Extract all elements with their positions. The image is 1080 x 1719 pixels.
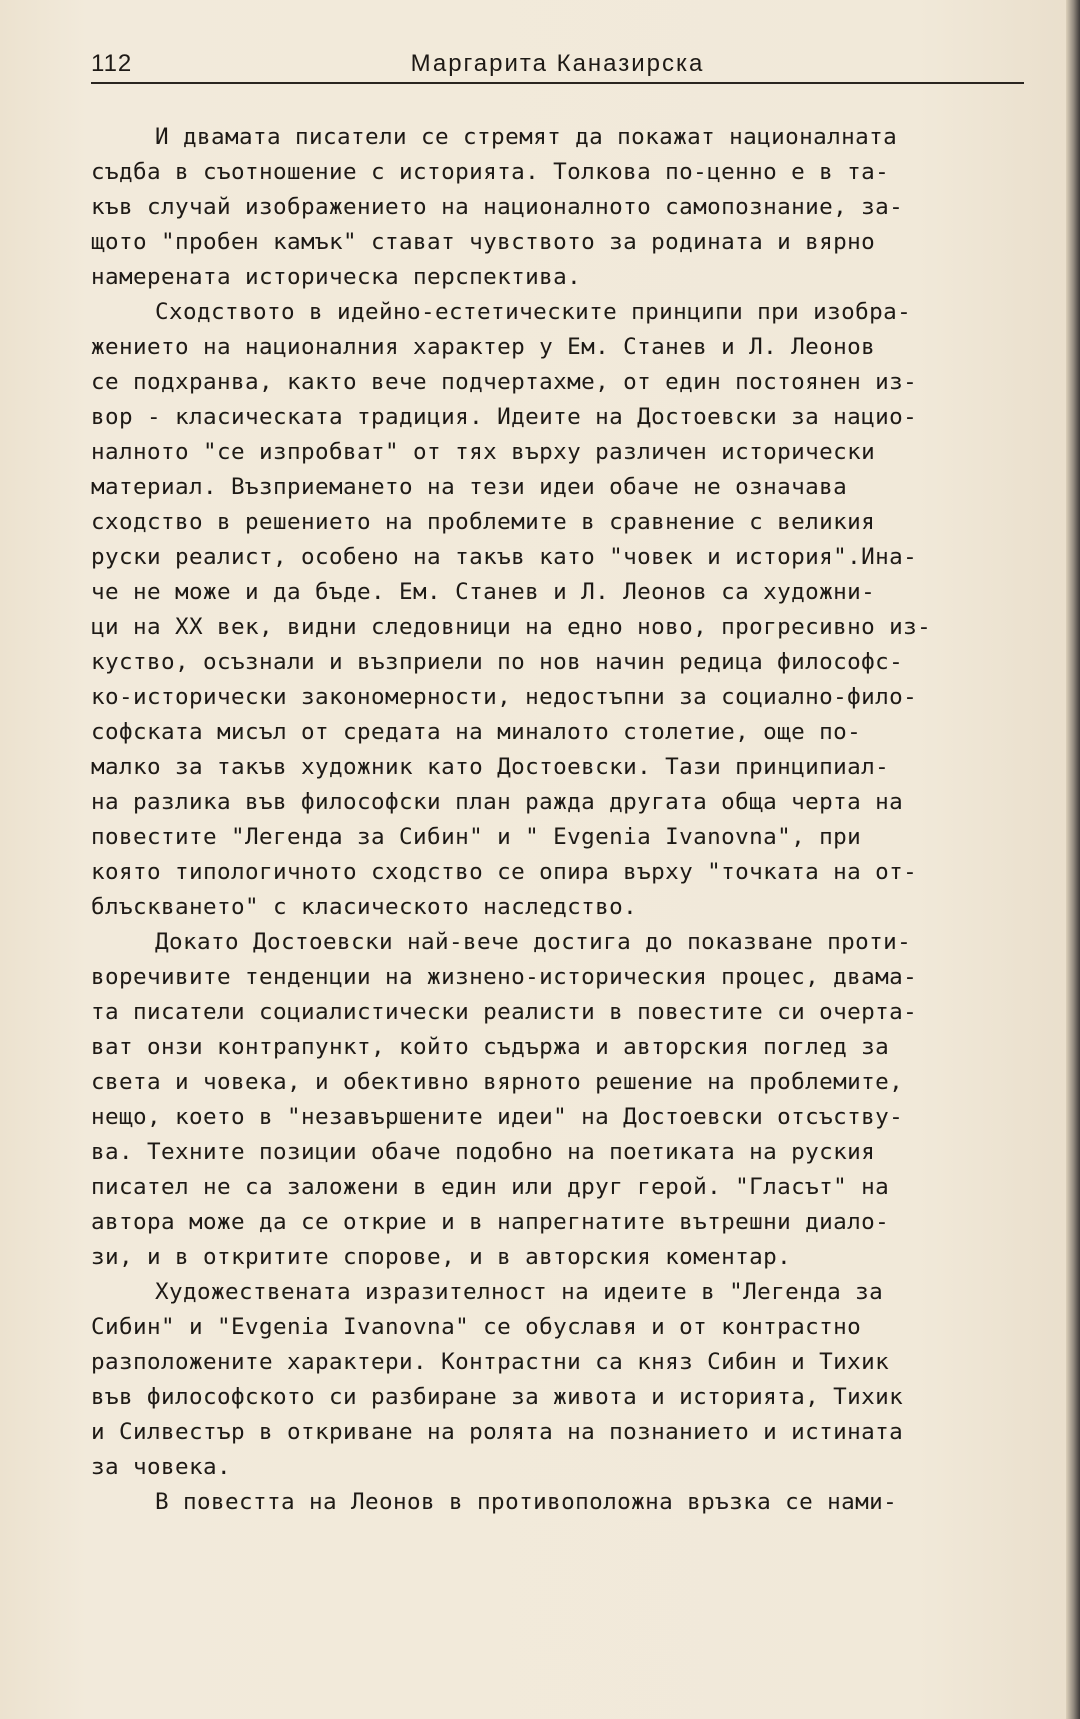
text-line: писател не са заложени в един или друг герой. "Гласът" на — [91, 1174, 890, 1200]
text-line: куство, осъзнали и възприели по нов начин редица философс- — [91, 649, 904, 675]
text-line: щото "пробен камък" стават чувството за родината и вярно — [91, 229, 876, 255]
text-line: Сибин" и "Evgenia Ivanovna" се обуславя и от контрастно — [91, 1314, 862, 1340]
page-header — [91, 48, 1024, 84]
text-line: намерената историческа перспектива. — [91, 264, 582, 290]
text-line: руски реалист, особено на такъв като "човек и история".Ина- — [91, 544, 918, 570]
text-line: ва. Техните позиции обаче подобно на поетиката на руския — [91, 1139, 876, 1165]
text-line: жението на националния характер у Ем. Станев и Л. Леонов — [91, 334, 876, 360]
text-line: Докато Достоевски най-вече достига до показване проти- — [155, 929, 912, 955]
text-line: Сходството в идейно-естетическите принципи при изобра- — [155, 299, 912, 325]
body-text — [91, 120, 1036, 1520]
text-line: ци на XX век, видни следовници на едно ново, прогресивно из- — [91, 614, 932, 640]
text-line: В повестта на Леонов в противоположна връзка се нами- — [155, 1489, 898, 1515]
text-line: света и човека, и обективно вярното решение на проблемите, — [91, 1069, 904, 1095]
text-line: блъскването" с класическото наследство. — [91, 894, 638, 920]
running-head-author: Маргарита Каназирска — [410, 50, 705, 77]
text-line: И двамата писатели се стремят да покажат националната — [155, 124, 898, 150]
text-line: Художествената изразителност на идеите в "Легенда за — [155, 1279, 884, 1305]
text-line: воречивите тенденции на жизнено-историческия процес, двама- — [91, 964, 918, 990]
page-number: 112 — [91, 50, 133, 77]
text-line: къв случай изображението на националното самопознание, за- — [91, 194, 904, 220]
text-line: софската мисъл от средата на миналото столетие, още по- — [91, 719, 862, 745]
page-edge-shadow — [1066, 0, 1080, 1719]
text-line: на разлика във философски план ражда другата обща черта на — [91, 789, 904, 815]
text-line: ват онзи контрапункт, който съдържа и авторския поглед за — [91, 1034, 890, 1060]
text-line: и Силвестър в откриване на ролята на познанието и истината — [91, 1419, 904, 1445]
text-line: се подхранва, както вече подчертахме, от един постоянен из- — [91, 369, 918, 395]
text-line: зи, и в откритите спорове, и в авторския коментар. — [91, 1244, 792, 1270]
text-line: във философското си разбиране за живота и историята, Тихик — [91, 1384, 904, 1410]
text-line: която типологичното сходство се опира върху "точката на от- — [91, 859, 918, 885]
text-line: сходство в решението на проблемите в сравнение с великия — [91, 509, 876, 535]
text-line: нещо, което в "незавършените идеи" на Достоевски отсъству- — [91, 1104, 904, 1130]
text-line: че не може и да бъде. Ем. Станев и Л. Леонов са художни- — [91, 579, 876, 605]
text-line: налното "се изпробват" от тях върху различен исторически — [91, 439, 876, 465]
text-line: за човека. — [91, 1454, 232, 1480]
text-line: материал. Възприемането на тези идеи обаче не означава — [91, 474, 848, 500]
text-line: та писатели социалистически реалисти в повестите си очерта- — [91, 999, 918, 1025]
text-line: малко за такъв художник като Достоевски. Тази принципиал- — [91, 754, 890, 780]
text-line: съдба в съотношение с историята. Толкова по-ценно е в та- — [91, 159, 890, 185]
text-line: разположените характери. Контрастни са княз Сибин и Тихик — [91, 1349, 890, 1375]
text-line: повестите "Легенда за Сибин" и " Evgenia Ivanovna", при — [91, 824, 862, 850]
text-line: вор - класическата традиция. Идеите на Достоевски за нацио- — [91, 404, 918, 430]
text-line: ко-исторически закономерности, недостъпни за социално-фило- — [91, 684, 918, 710]
text-line: автора може да се открие и в напрегнатите вътрешни диало- — [91, 1209, 890, 1235]
